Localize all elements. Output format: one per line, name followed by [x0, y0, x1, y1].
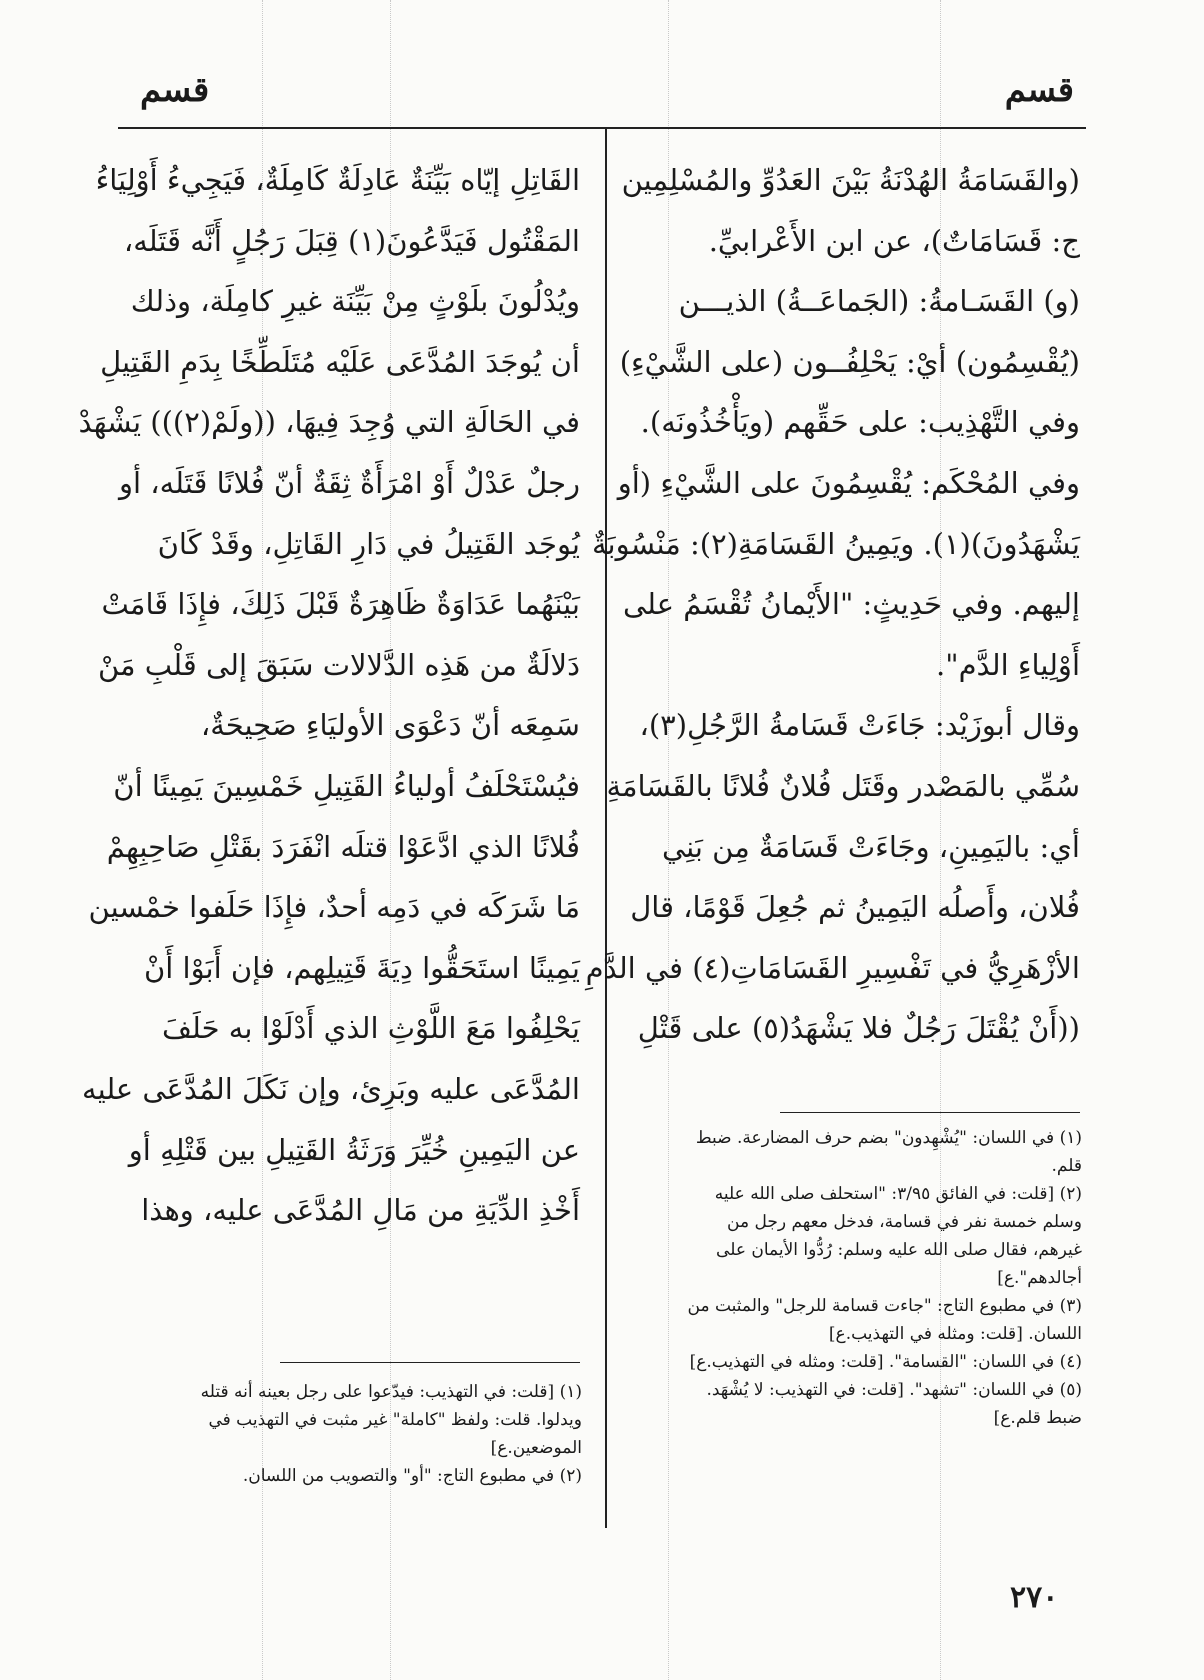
footnote-line: (١) في اللسان: "يُشْهِدون" بضم حرف المضارعة. ضبط — [695, 1128, 1082, 1148]
text-line: الأزْهَرِيُّ في تَفْسِيرِ القَسَامَاتِ(٤) في الدَّمِ — [585, 950, 1080, 985]
left-text-column — [78, 150, 580, 1241]
text-line: أن يُوجَدَ المُدَّعَى عَلَيْه مُتَلَطِّخًا بِدَمِ القَتِيلِ — [100, 344, 580, 379]
text-line: سُمِّي بالمَصْدر وقَتَل فُلانٌ فُلانًا بالقَسَامَةِ — [606, 768, 1080, 803]
page-number: ٢٧٠ — [1010, 1580, 1059, 1615]
footnote-line: (٥) في اللسان: "تشهد". [قلت: في التهذيب: لا يُشْهَد. — [706, 1380, 1082, 1400]
text-line: (والقَسَامَةُ الهُدْنَةُ بَيْنَ العَدُوِّ والمُسْلِمِين — [621, 163, 1080, 197]
text-line: وفي التَّهْذِيب: على حَقِّهم (ويَأْخُذُونَه). — [640, 405, 1080, 440]
text-line: فُلان، وأَصلُه اليَمِينُ ثم جُعِلَ قَوْمًا، قال — [630, 890, 1080, 925]
text-line: أَخْذِ الدِّيَةِ من مَالِ المُدَّعَى عليه، وهذا — [141, 1193, 580, 1228]
text-line: (و) القَسَـامةُ: (الجَماعَــةُ) الذيـــن — [678, 284, 1080, 319]
text-line: إليهم. وفي حَدِيثٍ: "الأَيْمانُ تُقْسَمُ على — [622, 587, 1080, 622]
footnote-rule — [780, 1112, 1080, 1113]
text-line: وفي المُحْكَم: يُقْسِمُونَ على الشَّيْءِ (أو — [617, 465, 1080, 500]
footnote-rule — [280, 1362, 580, 1363]
text-line: وقال أبوزَيْد: جَاءَتْ قَسَامةُ الرَّجُلِ(٣)، — [639, 708, 1080, 743]
header-rule — [118, 127, 1086, 129]
footnote-line: (٢) في مطبوع التاج: "أو" والتصويب من اللسان. — [242, 1466, 582, 1486]
text-line: (يُقْسِمُون) أيْ: يَحْلِفُــون (على الشَّيْءِ) — [619, 344, 1080, 379]
text-line: أي: باليَمِينِ، وجَاءَتْ قَسَامَةٌ مِن بَنِي — [661, 829, 1080, 864]
text-line: يَحْلِفُوا مَعَ اللَّوْثِ الذي أَدْلَوْا به حَلَفَ — [162, 1011, 580, 1046]
column-divider — [605, 128, 607, 1528]
text-line: يَشْهَدُونَ)(١). ويَمِينُ القَسَامَةِ(٢): مَنْسُوبَةٌ — [592, 526, 1080, 561]
left-footnotes — [150, 1378, 582, 1490]
text-line: عن اليَمِينِ خُيِّرَ وَرَثَةُ القَتِيلِ بين قَتْلِهِ أو — [128, 1132, 580, 1167]
text-line: مَا شَرَكَه في دَمِه أحدٌ، فإِذَا حَلَفوا خمْسين — [88, 890, 580, 925]
text-line: في الحَالَةِ التي وُجِدَ فِيهَا، ((ولَمْ(٢))) يَشْهَدْ — [78, 405, 580, 440]
running-header-right: قسم — [1004, 70, 1074, 110]
footnote-line: (٢) [قلت: في الفائق ٣/٩٥: "استحلف صلى الله عليه — [714, 1184, 1082, 1204]
footnote-line: ويدلوا. قلت: ولفظ "كاملة" غير مثبت في التهذيب في — [208, 1410, 582, 1430]
text-line: القَاتِلِ إيّاه بَيِّنَةٌ عَادِلَةٌ كَامِلَةٌ، فَيَجِيءُ أَوْلِيَاءُ — [95, 163, 580, 197]
footnote-line: وسلم خمسة نفر في قسامة، فدخل معهم رجل من — [727, 1212, 1082, 1232]
footnote-line: ضبط قلم.ع] — [993, 1408, 1082, 1428]
footnote-line: (٣) في مطبوع التاج: "جاءت قسامة للرجل" والمثبت من — [687, 1296, 1082, 1316]
text-line: بَيْنَهُما عَدَاوَةٌ ظَاهِرَةٌ قَبْلَ ذَلِكَ، فإِذَا قَامَتْ — [101, 587, 580, 622]
text-line: المَقْتُول فَيَدَّعُونَ(١) قِبَلَ رَجُلٍ أَنَّه قَتَلَه، — [123, 223, 580, 258]
text-line: أَوْلِياءِ الدَّم". — [936, 647, 1080, 682]
text-line: يَمِينًا استَحَقُّوا دِيَةَ قَتِيلِهم، فإن أَبَوْا أَنْ — [143, 950, 580, 985]
footnote-line: غيرهم، فقال صلى الله عليه وسلم: رُدُّوا الأيمان على — [716, 1240, 1082, 1260]
text-line: دَلالَةٌ من هَذِه الدَّلالات سَبَقَ إلى قَلْبِ مَنْ — [97, 647, 580, 682]
footnote-line: قلم. — [1051, 1156, 1082, 1176]
text-line: فيُسْتَحْلَفُ أولياءُ القَتِيلِ خَمْسِينَ يَمِينًا أنّ — [113, 768, 580, 803]
text-line: ج: قَسَامَاتٌ)، عن ابن الأَعْرابيِّ. — [708, 223, 1080, 258]
text-line: فُلانًا الذي ادَّعَوْا قتلَه انْفَرَدَ بقَتْلِ صَاحِبِهِمْ — [106, 829, 580, 864]
text-line: يُوجَد القَتِيلُ في دَارِ القَاتِلِ، وقَدْ كَانَ — [157, 526, 580, 561]
right-text-column — [585, 150, 1080, 1059]
footnote-line: (٤) في اللسان: "القسامة". [قلت: ومثله في التهذيب.ع] — [689, 1352, 1082, 1372]
text-line: رجلٌ عَدْلٌ أَوْ امْرَأَةٌ ثِقَةٌ أنّ فُلانًا قَتَلَه، أو — [118, 465, 580, 500]
text-line: سَمِعَه أنّ دَعْوَى الأوليَاءِ صَحِيحَةٌ، — [200, 708, 580, 743]
right-footnotes — [650, 1124, 1082, 1432]
footnote-line: أجالدهم".ع] — [997, 1268, 1082, 1288]
text-line: ((أَنْ يُقْتَلَ رَجُلٌ فلا يَشْهَدُ(٥) على قَتْلِ — [637, 1011, 1080, 1046]
footnote-line: اللسان. [قلت: ومثله في التهذيب.ع] — [828, 1324, 1082, 1344]
running-header-left: قسم — [140, 70, 210, 110]
footnote-line: (١) [قلت: في التهذيب: فيدّعوا على رجل بعينه أنه قتله — [200, 1382, 582, 1402]
footnote-line: الموضعين.ع] — [490, 1438, 582, 1458]
text-line: ويُدْلُونَ بلَوْثٍ مِنْ بَيِّنَة غيرِ كامِلَة، وذلك — [130, 284, 580, 319]
text-line: المُدَّعَى عليه وبَرِئ، وإن نَكَلَ المُدَّعَى عليه — [82, 1071, 580, 1106]
